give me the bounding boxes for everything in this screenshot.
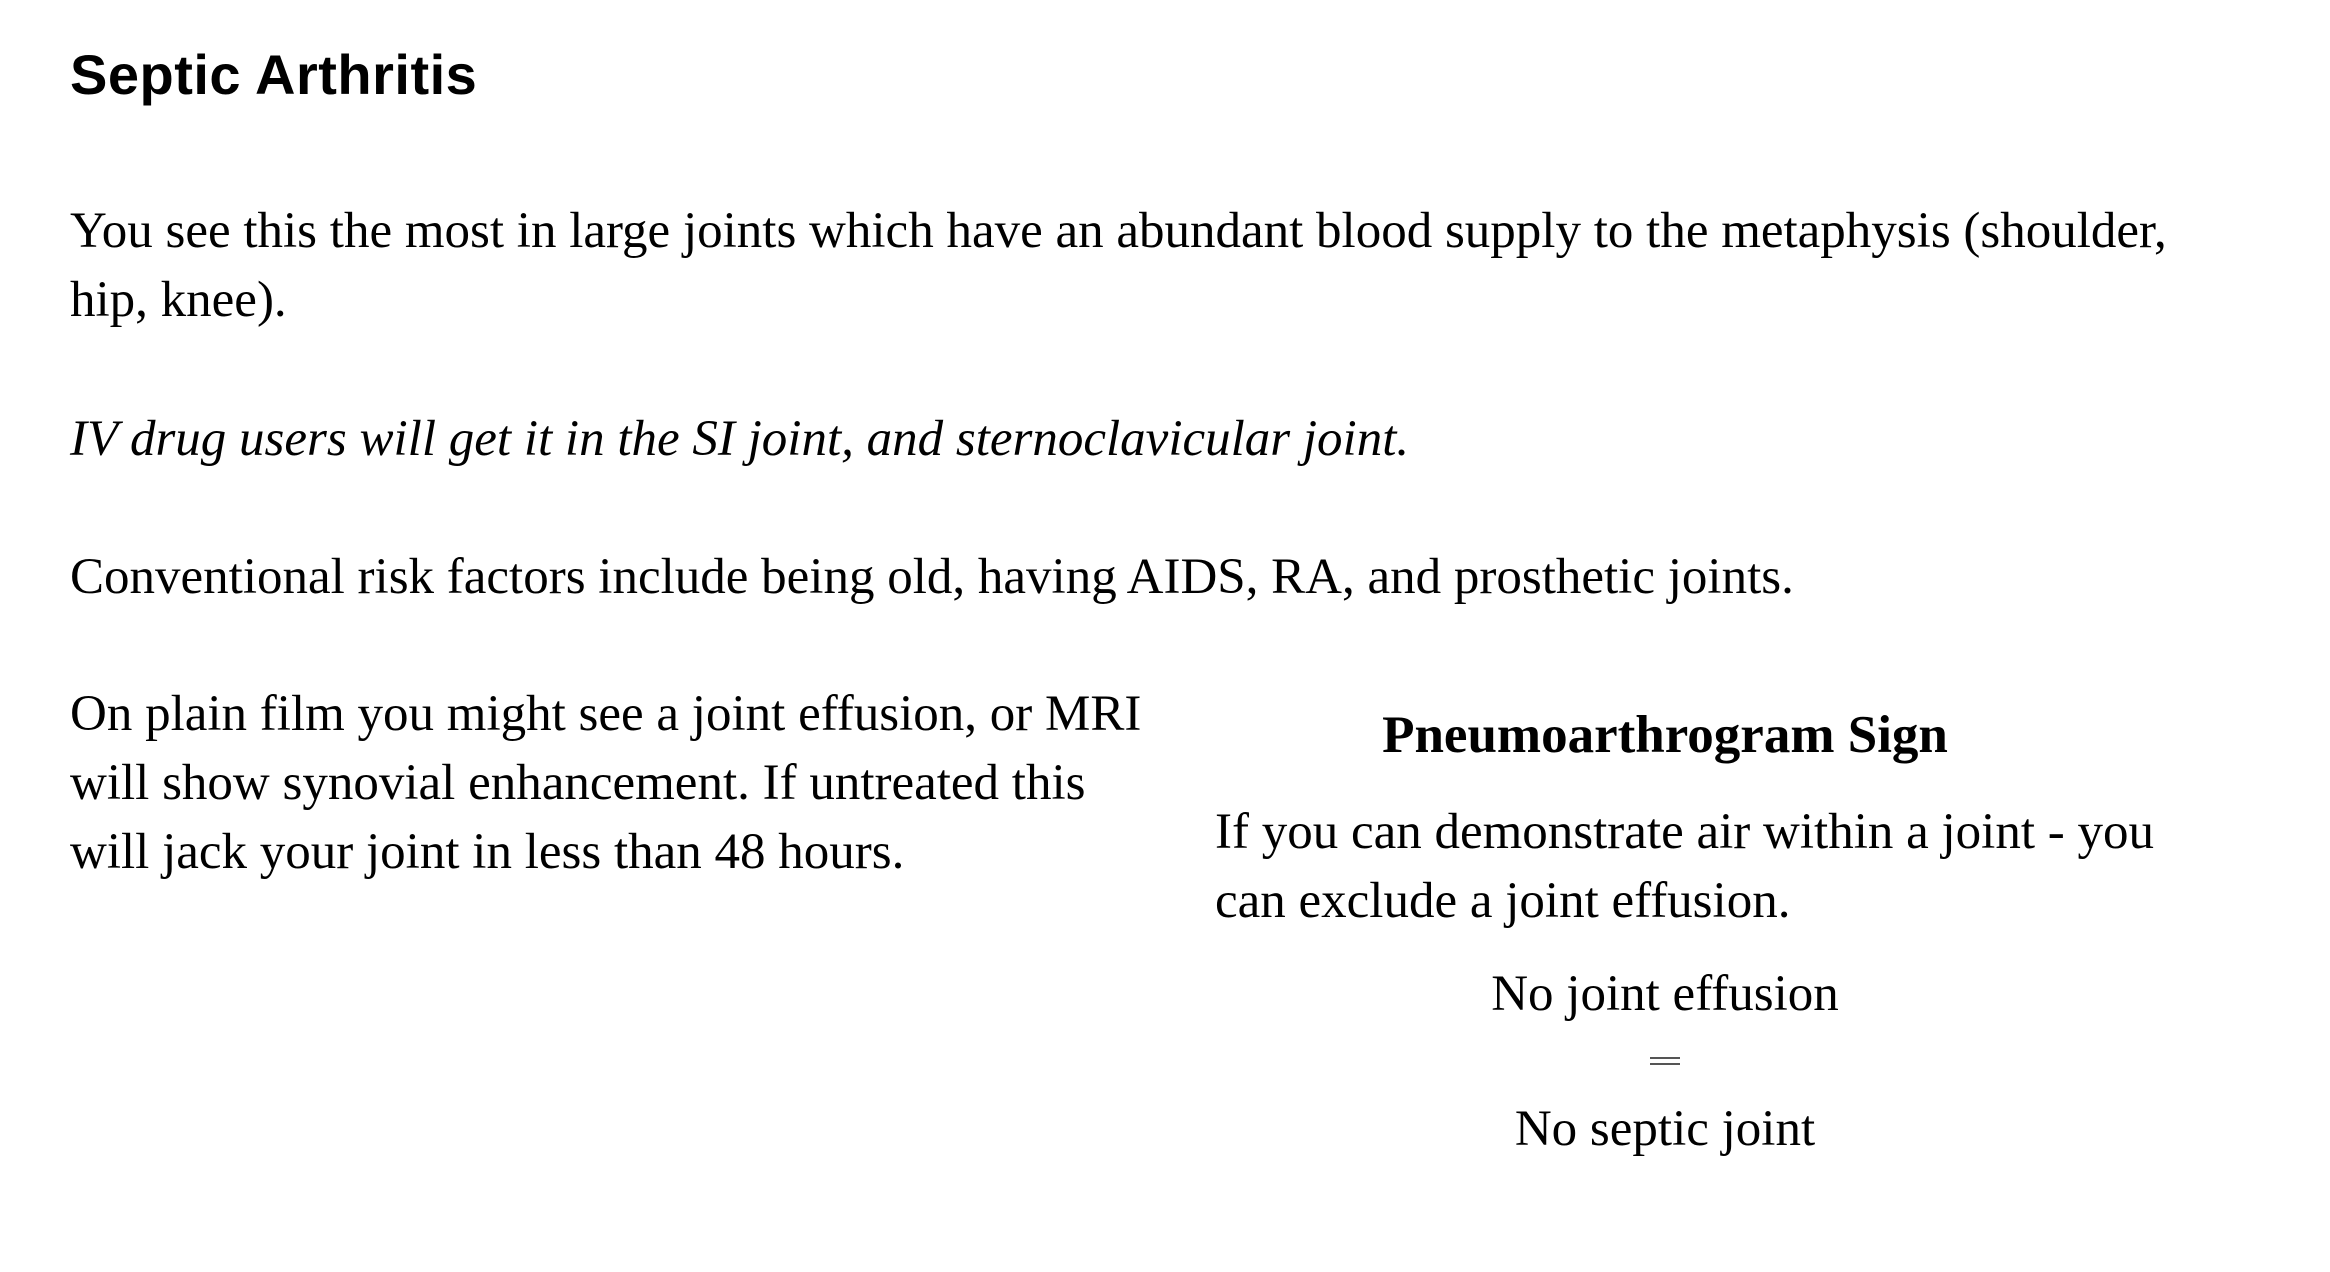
no-septic-joint-label: No septic joint xyxy=(1514,1101,1816,1157)
sign-heading: Pneumoarthrogram Sign xyxy=(1382,706,1948,764)
iv-drug-users-paragraph: IV drug users will get it in the SI joint, and sternoclavicular joint. xyxy=(70,411,1410,467)
page-title: Septic Arthritis xyxy=(70,43,478,106)
no-joint-effusion-label: No joint effusion xyxy=(1491,966,1839,1022)
sign-description: If you can demonstrate air within a joint - you can exclude a joint effusion. xyxy=(1215,804,2154,929)
imaging-findings-paragraph: On plain film you might see a joint effusion, or MRI will show synovial enhancement. If untreated this will jack your joint in less than 48 hours. xyxy=(70,686,1142,880)
risk-factors-paragraph: Conventional risk factors include being old, having AIDS, RA, and prosthetic joints. xyxy=(70,549,1794,605)
intro-paragraph: You see this the most in large joints which have an abundant blood supply to the metaphysis (shoulder, hip, knee). xyxy=(70,203,2167,328)
equals-icon xyxy=(1215,1029,2115,1095)
equivalence-statement xyxy=(1215,960,2175,1164)
